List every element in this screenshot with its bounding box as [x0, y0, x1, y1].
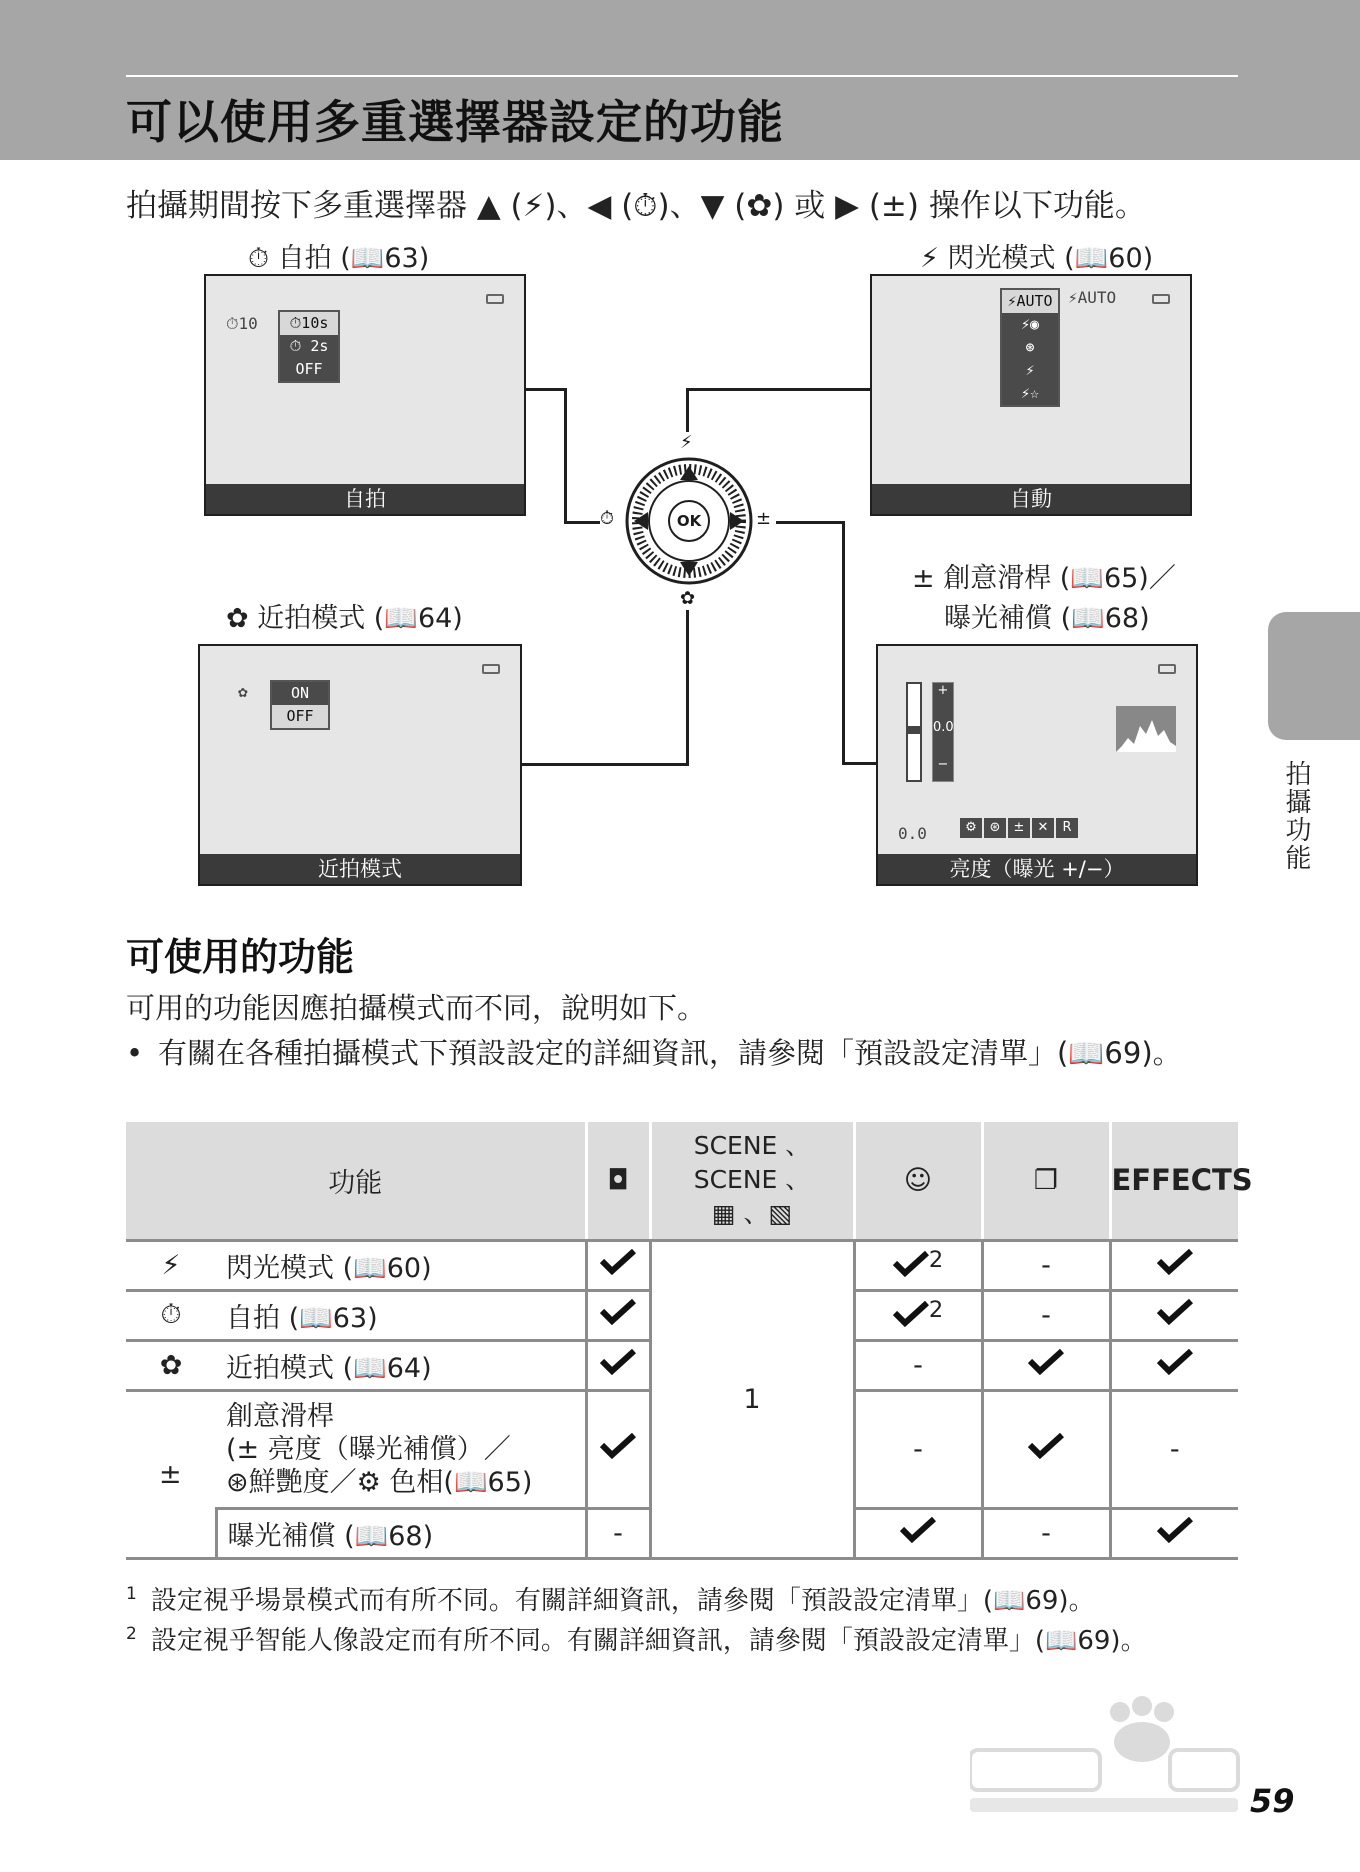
check-icon [1110, 1508, 1238, 1558]
page-title: 可以使用多重選擇器設定的功能 [126, 95, 784, 149]
self-timer-status: 自拍 [206, 484, 524, 514]
footnote-mark: 1 [126, 1584, 137, 1605]
footnote [126, 1620, 1147, 1657]
macro-caption: ✿ 近拍模式 (📖64) [226, 603, 463, 634]
wire [842, 762, 876, 765]
check-icon [586, 1240, 650, 1290]
self-timer-caption: ⏱ 自拍 (📖63) [248, 243, 430, 274]
vividness-icon: ⊛ [984, 818, 1006, 838]
footnote-ref: 2 [928, 1246, 944, 1273]
ok-button-label: OK [676, 512, 702, 530]
macro-indicator-icon: ✿ [238, 682, 248, 701]
header-scene-mode [650, 1122, 854, 1240]
table-header-row [126, 1122, 1238, 1240]
flash-icon: ⚡ [680, 432, 693, 453]
header-scene-line: SCENE 、 [693, 1131, 811, 1161]
header-continuous: ❐ [982, 1122, 1110, 1240]
exposure-value: 0.0 [933, 720, 954, 735]
dash-cell: - [982, 1508, 1110, 1558]
menu-option: ⚡ [1025, 361, 1035, 379]
table-row [126, 1240, 1238, 1290]
check-icon [586, 1390, 650, 1508]
intro-text: 拍攝期間按下多重選擇器 ▲ (⚡)、◀ (⏱)、▼ (✿) 或 ▶ (±) 操作以下功能。 [126, 188, 1146, 224]
check-icon [982, 1340, 1110, 1390]
row-name-line: ⊛鮮艷度／⚙ 色相(📖65) [226, 1466, 533, 1498]
exposure-comp-icon: ± [756, 508, 772, 529]
header-smart-portrait: ☺ [854, 1122, 982, 1240]
self-timer-screen [204, 274, 526, 516]
section-title: 可使用的功能 [126, 935, 355, 979]
header-effects: EFFECTS [1110, 1122, 1238, 1240]
macro-menu [270, 680, 330, 730]
footnote-text: 設定視乎場景模式而有所不同。有關詳細資訊，請參閱「預設設定清單」(📖69)。 [150, 1586, 1095, 1616]
row-icon: ✿ [126, 1340, 216, 1390]
exposure-icon: ± [1008, 818, 1030, 838]
side-tab [1268, 612, 1360, 740]
check-icon [586, 1290, 650, 1340]
menu-option: ON [290, 684, 310, 702]
menu-option: OFF [272, 705, 328, 728]
hue-icon: ⚙ [960, 818, 982, 838]
check-icon [854, 1508, 982, 1558]
check-icon [586, 1340, 650, 1390]
check-icon [1110, 1340, 1238, 1390]
check-icon [854, 1240, 982, 1290]
row-name: 自拍 (📖63) [216, 1290, 586, 1340]
footnote-text: 設定視乎智能人像設定而有所不同。有關詳細資訊，請參閱「預設設定清單」(📖69)。 [150, 1626, 1147, 1656]
row-name [216, 1390, 586, 1508]
row-icon: ± [126, 1390, 216, 1558]
row-name-line: 創意滑桿 [226, 1400, 334, 1432]
footnote-ref: 2 [928, 1296, 944, 1323]
close-icon: ✕ [1032, 818, 1054, 838]
macro-icon: ✿ [680, 588, 696, 609]
dash-cell: - [854, 1390, 982, 1508]
wire [686, 388, 870, 391]
menu-option: ⏱10s [280, 312, 338, 335]
bullet-dot: • [126, 1036, 144, 1070]
wire [564, 388, 567, 524]
dash-cell: - [1110, 1390, 1238, 1508]
watermark-logo [970, 1690, 1240, 1820]
reset-icon: R [1056, 818, 1078, 838]
self-timer-indicator: ⏱10 [226, 314, 258, 333]
dash-cell: - [586, 1508, 650, 1558]
menu-option: ⏱ 2s [289, 337, 329, 355]
header-auto-mode: ◘ [586, 1122, 650, 1240]
histogram-icon [1116, 706, 1176, 752]
scene-value: 1 [650, 1240, 854, 1558]
flash-screen [870, 274, 1192, 516]
row-name: 曝光補償 (📖68) [216, 1508, 586, 1558]
check-icon [982, 1390, 1110, 1508]
battery-icon [486, 294, 504, 304]
exposure-mode-icons [960, 818, 1078, 838]
footnote [126, 1580, 1095, 1617]
wire [522, 763, 689, 766]
flash-menu [1000, 288, 1060, 407]
menu-option: ⚡◉ [1020, 315, 1040, 333]
exposure-caption-line1: ± 創意滑桿 (📖65)／ [912, 563, 1176, 594]
flash-status: 自動 [872, 484, 1190, 514]
exposure-screen [876, 644, 1198, 886]
minus-icon: − [937, 757, 949, 772]
battery-icon [1158, 664, 1176, 674]
header-function: 功能 [126, 1122, 586, 1240]
macro-screen [198, 644, 522, 886]
exposure-bottom-value: 0.0 [898, 824, 927, 843]
wire [564, 521, 600, 524]
row-name: 閃光模式 (📖60) [216, 1240, 586, 1290]
section-bullet [126, 1032, 1246, 1074]
wire [776, 521, 844, 524]
bullet-text: 有關在各種拍攝模式下預設設定的詳細資訊，請參閱「預設設定清單」(📖69)。 [158, 1036, 1182, 1070]
function-table [126, 1122, 1253, 1560]
battery-icon [1152, 294, 1170, 304]
row-icon: ⏱ [126, 1290, 216, 1340]
check-icon [854, 1290, 982, 1340]
check-icon [1110, 1240, 1238, 1290]
header-scene-line: ▦ 、▧ [711, 1199, 793, 1229]
menu-option: OFF [295, 360, 323, 378]
dash-cell: - [854, 1340, 982, 1390]
wire [842, 521, 845, 765]
row-name: 近拍模式 (📖64) [216, 1340, 586, 1390]
exposure-value-panel [932, 682, 954, 782]
side-label: 拍攝功能 [1281, 760, 1311, 872]
header-scene-line: SCENE 、 [693, 1165, 811, 1195]
exposure-caption-line2: 曝光補償 (📖68) [944, 603, 1150, 634]
section-paragraph: 可用的功能因應拍攝模式而不同，說明如下。 [126, 991, 707, 1025]
header-rule [126, 75, 1238, 77]
page-number: 59 [1250, 1782, 1295, 1820]
macro-status: 近拍模式 [200, 854, 520, 884]
flash-indicator: ⚡AUTO [1068, 288, 1117, 307]
menu-option: ⊛ [1025, 338, 1035, 356]
menu-option: ⚡☆ [1020, 384, 1040, 402]
flash-caption: ⚡ 閃光模式 (📖60) [920, 243, 1154, 274]
wire [526, 388, 566, 391]
row-icon: ⚡ [126, 1240, 216, 1290]
exposure-status: 亮度（曝光 +/−） [878, 854, 1196, 884]
battery-icon [482, 664, 500, 674]
self-timer-menu [278, 310, 340, 383]
row-name-line: (± 亮度（曝光補償）／ [226, 1433, 511, 1465]
wire [686, 610, 689, 766]
self-timer-icon: ⏱ [600, 508, 615, 529]
check-icon [1110, 1290, 1238, 1340]
plus-icon: + [937, 683, 949, 698]
footnote-mark: 2 [126, 1624, 137, 1645]
exposure-slider-handle [908, 726, 920, 734]
wire [686, 388, 689, 432]
dash-cell: - [982, 1240, 1110, 1290]
menu-option: ⚡AUTO [1002, 290, 1058, 313]
dash-cell: - [982, 1290, 1110, 1340]
exposure-slider-track [906, 682, 922, 782]
